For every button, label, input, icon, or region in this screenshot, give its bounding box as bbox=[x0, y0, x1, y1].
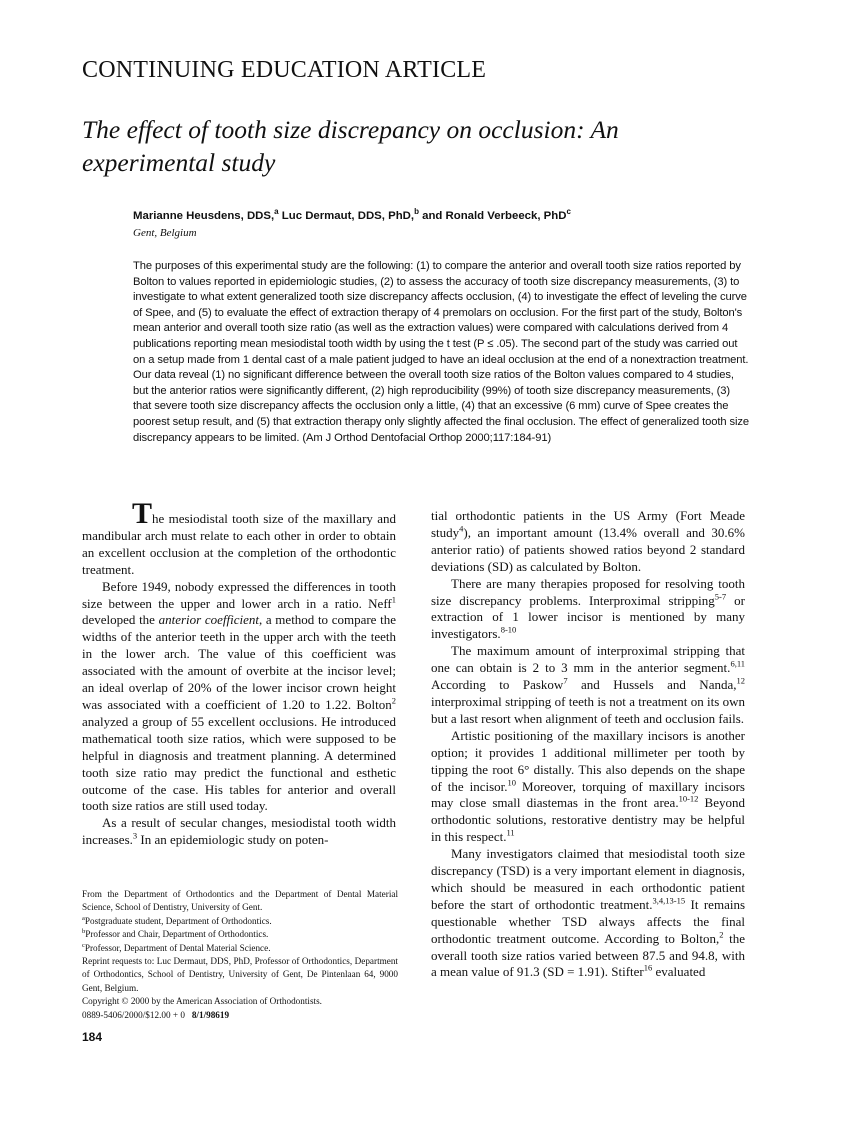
paragraph-text: There are many therapies proposed for resolving tooth size discrepancy problems. Interproximal stripping bbox=[431, 575, 745, 608]
body-paragraph bbox=[82, 497, 396, 579]
author-name: and Ronald Verbeeck, PhD bbox=[418, 210, 567, 222]
paragraph-text: Artistic positioning of the maxillary incisors is another option; it provides 1 additional millimeter per tooth by tipping the root 6° distally. This also depends on the shape of the incisor. bbox=[431, 727, 745, 794]
paragraph-text: and Hussels and Nanda, bbox=[567, 677, 737, 693]
author-affiliation-marker: a bbox=[274, 207, 279, 217]
paragraph-text: analyzed a group of 55 excellent occlusions. He introduced mathematical tooth size ratios, which were supposed to be helpful in diagnosis and treatment planning. A determined tooth size ratio may predict the functional and esthetic outcome of the case. His tables for anterior and overall tooth size ratios are still used today. bbox=[82, 713, 396, 814]
author-affiliation-marker: c bbox=[566, 207, 571, 217]
author-affiliation-marker: b bbox=[414, 207, 419, 217]
drop-cap: T bbox=[132, 497, 153, 530]
citation-ref: 4 bbox=[459, 523, 464, 534]
paragraph-text: Many investigators claimed that mesiodistal tooth size discrepancy (TSD) is a very important element in diagnosis, which should be measured in each orthodontic patient before the start of orthodontic treatment. bbox=[431, 846, 745, 912]
citation-ref: 3 bbox=[132, 830, 138, 841]
footnote-text: Professor, Department of Dental Material Science. bbox=[84, 942, 271, 953]
footnote-issn bbox=[82, 1009, 398, 1022]
citation-ref: 10-12 bbox=[678, 794, 699, 805]
paragraph-text: evaluated bbox=[652, 964, 706, 980]
paragraph-text: he mesiodistal tooth size of the maxillary and mandibular arch must relate to each other in order to obtain an excellent occlusion at the completion of the orthodontic treatment. bbox=[82, 511, 396, 577]
footnote-marker: c bbox=[82, 941, 85, 949]
abstract: The purposes of this experimental study are the following: (1) to compare the anterior and overall tooth size ratios reported by Bolton to values reported in epidemiologic studies, (2) to assess the accuracy of tooth size discrepancy measurements, (3) to investigate to what extent generalized tooth size discrepancy affects occlusion, (4) to investigate the effect of leveling the curve of Spee, and (5) to evaluate the effect of extraction therapy of 4 premolars on occlusion. For the first part of the study, Bolton's mean anterior and overall tooth size ratio (as well as the extraction values) were compared with calculations derived from 4 publications reporting mean mesiodistal tooth width by using the t test (P ≤ .05). The second part of the study was carried out on a setup made from 1 dental cast of a male patient judged to have an ideal occlusion at the end of a nonextraction treatment. Our data reveal (1) no significant difference between the overall tooth size ratios of the Bolton values compared to 4 studies, but the anterior ratios were significantly different, (2) high reproducibility (99%) of tooth size discrepancy measurements, (3) that severe tooth size discrepancy affects the occlusion only a little, (4) that an excessive (6 mm) curve of Spee creates the poorest setup result, and (5) that extraction therapy only slightly affected the final occlusion. The effect of generalized tooth size discrepancy appears to be limited. (Am J Orthod Dentofacial Orthop 2000;117:184-91) bbox=[133, 260, 749, 444]
paragraph-text: or extraction of 1 lower incisor is mentioned by many investigators. bbox=[431, 592, 745, 642]
paragraph-text: interproximal stripping of teeth is not a treatment on its own but a last resort when alignment of teeth and occlusion fails. bbox=[431, 693, 745, 726]
body-paragraph bbox=[431, 846, 745, 981]
citation-ref: 12 bbox=[736, 675, 745, 686]
paragraph-text: The maximum amount of interproximal stripping that one can obtain is 2 to 3 mm in the anterior segment. bbox=[431, 643, 745, 676]
body-paragraph bbox=[431, 508, 745, 576]
footnote-copyright: Copyright © 2000 by the American Association of Orthodontists. bbox=[82, 996, 322, 1007]
paragraph-text: According to Paskow bbox=[431, 677, 564, 693]
footnote-text: Postgraduate student, Department of Orthodontics. bbox=[84, 915, 272, 926]
paragraph-text: developed the bbox=[82, 612, 159, 628]
paragraph-text: ), an important amount (13.4% overall and 30.6% anterior ratio) of patients showed ratios beyond 2 standard deviations (SD) as calculated by Bolton. bbox=[431, 524, 745, 574]
footnote-b bbox=[82, 928, 398, 941]
footnote-a bbox=[82, 915, 398, 928]
author-line bbox=[133, 207, 571, 222]
citation-ref: 16 bbox=[643, 963, 653, 974]
page-number: 184 bbox=[82, 1030, 103, 1044]
paragraph-text: tial orthodontic patients in the US Army (Fort Meade study bbox=[431, 508, 745, 540]
footnotes bbox=[82, 888, 398, 1022]
citation-ref: 10 bbox=[507, 777, 517, 788]
footnote-department: From the Department of Orthodontics and the Department of Dental Material Science, School of Dentistry, University of Gent. bbox=[82, 889, 398, 913]
author-name: Luc Dermaut, DDS, PhD, bbox=[278, 210, 415, 222]
footnote-marker: a bbox=[82, 914, 85, 922]
body-paragraph bbox=[82, 815, 396, 849]
citation-ref: 11 bbox=[506, 827, 515, 838]
body-paragraph bbox=[431, 576, 745, 644]
paragraph-text: the overall tooth size ratios varied between 87.5 and 94.8, with a mean value of 91.3 (SD = 1.91). Stifter bbox=[431, 930, 745, 980]
citation-ref: 5-7 bbox=[714, 591, 727, 602]
paragraph-text: , a method to compare the widths of the anterior teeth in the upper arch with the teeth in the lower arch. The value of this coefficient was associated with the amount of overbite at the incisor level; an ideal overlap of 20% of the lower incisor crown height was associated with a coefficient of 1.20 to 1.22. Bolton bbox=[82, 612, 396, 712]
body-paragraph bbox=[431, 643, 745, 728]
article-code: 8/1/98619 bbox=[191, 1009, 230, 1020]
emphasized-term: anterior coefficient bbox=[158, 612, 259, 628]
article-title: The effect of tooth size discrepancy on occlusion: An experimental study bbox=[82, 115, 619, 177]
citation-ref: 2 bbox=[719, 929, 724, 940]
body-paragraph bbox=[431, 728, 745, 846]
body-column-left bbox=[82, 497, 396, 849]
paragraph-text: Moreover, torquing of maxillary incisors may close small diastemas in the front area. bbox=[431, 778, 745, 811]
footnote-text: Professor and Chair, Department of Orthodontics. bbox=[85, 929, 269, 940]
citation-ref: 2 bbox=[391, 695, 396, 706]
author-location: Gent, Belgium bbox=[133, 227, 197, 239]
citation-ref: 3,4,13-15 bbox=[652, 895, 686, 906]
body-column-right bbox=[431, 508, 745, 981]
body-paragraph bbox=[82, 579, 396, 816]
footnote-c bbox=[82, 942, 398, 955]
paragraph-text: As a result of secular changes, mesiodistal tooth width increases. bbox=[82, 815, 396, 848]
footnote-reprint: Reprint requests to: Luc Dermaut, DDS, PhD, Professor of Orthodontics, Department of Orthodontics, School of Dentistry, University of Gent, De Pintenlaan 64, 9000 Gent, Belgium. bbox=[82, 956, 398, 993]
paragraph-text: In an epidemiologic study on poten- bbox=[137, 832, 329, 848]
citation-ref: 8-10 bbox=[500, 625, 517, 636]
citation-ref: 7 bbox=[563, 675, 568, 686]
paragraph-text: Beyond orthodontic solutions, restorative dentistry may be helpful in this respect. bbox=[431, 795, 745, 845]
citation-ref: 1 bbox=[391, 594, 396, 605]
author-name: Marianne Heusdens, DDS, bbox=[133, 210, 275, 222]
paragraph-text: Before 1949, nobody expressed the differences in tooth size between the upper and lower arch in a ratio. Neff bbox=[82, 578, 396, 611]
issn-text: 0889-5406/2000/$12.00 + 0 bbox=[82, 1009, 185, 1020]
footnote-marker: b bbox=[82, 928, 86, 936]
section-label: CONTINUING EDUCATION ARTICLE bbox=[82, 57, 487, 83]
citation-ref: 6,11 bbox=[730, 658, 745, 669]
paragraph-text: It remains questionable whether TSD always affects the final orthodontic treatment outcome. According to Bolton, bbox=[431, 896, 746, 946]
